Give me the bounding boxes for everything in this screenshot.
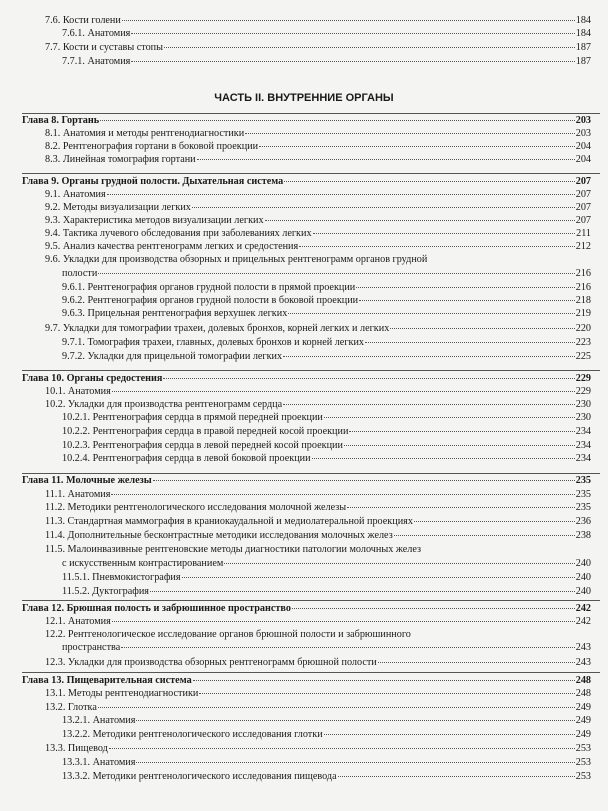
dot-leader [292, 608, 575, 609]
toc-entry [62, 572, 591, 583]
dot-leader [150, 591, 575, 592]
dot-leader [193, 680, 575, 681]
dot-leader [98, 707, 575, 708]
dot-leader [338, 776, 575, 777]
dot-leader [414, 521, 575, 522]
entry-title: 13.2.1. Анатомия [62, 715, 136, 726]
entry-title: 13.3.1. Анатомия [62, 757, 136, 768]
entry-title: 10.2.3. Рентгенография сердца в левой передней косой проекции [62, 440, 343, 451]
entry-title: 9.1. Анатомия [45, 189, 106, 200]
dot-leader [136, 762, 574, 763]
entry-title: 9.3. Характеристика методов визуализации легких [45, 215, 264, 226]
dot-leader [112, 391, 575, 392]
toc-entry [62, 28, 591, 39]
page-number: 253 [575, 757, 591, 768]
toc-entry [45, 702, 591, 713]
entry-title: 13.2. Глотка [45, 702, 97, 713]
page-number: 212 [575, 241, 591, 252]
page-number: 253 [575, 743, 591, 754]
toc-entry [45, 489, 591, 500]
toc-entry [45, 386, 591, 397]
page-number: 218 [575, 295, 591, 306]
page-number: 249 [575, 715, 591, 726]
chapter-divider [22, 473, 600, 474]
chapter-divider [22, 600, 600, 601]
dot-leader [359, 300, 575, 301]
page-number: 204 [575, 141, 591, 152]
entry-title: 11.4. Дополнительные бесконтрастные методики исследования молочных желез [45, 530, 393, 541]
entry-title: 10.2.1. Рентгенография сердца в прямой передней проекции [62, 412, 323, 423]
dot-leader [344, 445, 575, 446]
toc-entry [45, 154, 591, 165]
page-number: 236 [575, 516, 591, 527]
entry-title: 11.2. Методики рентгенологического исследования молочной железы [45, 502, 347, 513]
dot-leader [283, 404, 575, 405]
chapter-divider [22, 370, 600, 371]
dot-leader [394, 535, 575, 536]
dot-leader [245, 133, 575, 134]
page-number: 216 [575, 282, 591, 293]
page-number: 234 [575, 453, 591, 464]
page-number: 249 [575, 702, 591, 713]
page-number: 249 [575, 729, 591, 740]
toc-entry [62, 351, 591, 362]
page-number: 242 [575, 603, 591, 614]
dot-leader [324, 417, 575, 418]
entry-title: пространства [62, 642, 121, 653]
dot-leader [283, 356, 575, 357]
entry-title: 9.2. Методы визуализации легких [45, 202, 191, 213]
dot-leader [192, 207, 575, 208]
entry-title: 8.2. Рентгенография гортани в боковой проекции [45, 141, 259, 152]
page-number: 203 [575, 115, 591, 126]
toc-entry [45, 42, 591, 53]
toc-entry [45, 189, 591, 200]
entry-title: 8.1. Анатомия и методы рентгенодиагностики [45, 128, 245, 139]
entry-title: 10.2. Укладки для производства рентгенограмм сердца [45, 399, 283, 410]
page-number: 207 [575, 176, 591, 187]
toc-entry [45, 202, 591, 213]
toc-entry [45, 629, 591, 640]
page-number: 184 [575, 15, 591, 26]
dot-leader [182, 577, 575, 578]
toc-entry [45, 544, 591, 555]
page-number: 248 [575, 688, 591, 699]
entry-title: 7.6. Кости голени [45, 15, 121, 26]
toc-chapter-entry [22, 675, 591, 686]
entry-title: 7.7. Кости и суставы стопы [45, 42, 163, 53]
entry-title: с искусственным контрастированием [62, 558, 224, 569]
toc-chapter-entry [22, 603, 591, 614]
dot-leader [378, 662, 575, 663]
toc-entry [62, 308, 591, 319]
toc-chapter-entry [22, 373, 591, 384]
entry-title: 10.2.2. Рентгенография сердца в правой передней косой проекции [62, 426, 349, 437]
entry-title: 11.1. Анатомия [45, 489, 111, 500]
entry-title: 12.3. Укладки для производства обзорных рентгенограмм брюшной полости [45, 657, 377, 668]
toc-entry [62, 412, 591, 423]
toc-entry [45, 15, 591, 26]
toc-entry [62, 56, 591, 67]
page-number: 225 [575, 351, 591, 362]
toc-entry [45, 516, 591, 527]
toc-entry [62, 586, 591, 597]
chapter-divider [22, 672, 600, 673]
dot-leader [259, 146, 575, 147]
page-number: 234 [575, 440, 591, 451]
dot-leader [313, 233, 576, 234]
entry-title: Глава 8. Гортань [22, 115, 100, 126]
page-number: 240 [575, 558, 591, 569]
entry-title: 10.2.4. Рентгенография сердца в левой боковой проекции [62, 453, 311, 464]
page-number: 219 [575, 308, 591, 319]
dot-leader [109, 748, 575, 749]
page-number: 184 [575, 28, 591, 39]
toc-entry [62, 453, 591, 464]
dot-leader [163, 378, 574, 379]
toc-entry [45, 254, 591, 265]
dot-leader [98, 273, 574, 274]
entry-title: 13.2.2. Методики рентгенологического исследования глотки [62, 729, 323, 740]
toc-entry [45, 657, 591, 668]
entry-title: 11.5.2. Дуктография [62, 586, 149, 597]
toc-entry [45, 215, 591, 226]
dot-leader [390, 328, 574, 329]
dot-leader [112, 621, 575, 622]
entry-title: 11.5.1. Пневмокистография [62, 572, 181, 583]
toc-entry [45, 502, 591, 513]
page-number: 229 [575, 373, 591, 384]
page-number: 229 [575, 386, 591, 397]
dot-leader [324, 734, 575, 735]
entry-title: Глава 11. Молочные железы [22, 475, 152, 486]
toc-entry [62, 642, 591, 653]
toc-entry [62, 558, 591, 569]
entry-title: Глава 13. Пищеварительная система [22, 675, 192, 686]
toc-entry [45, 241, 591, 252]
entry-title: 12.2. Рентгенологическое исследование органов брюшной полости и забрюшинного [45, 629, 411, 640]
dot-leader [288, 313, 574, 314]
dot-leader [100, 120, 575, 121]
toc-entry [62, 337, 591, 348]
part-heading: ЧАСТЬ II. ВНУТРЕННИЕ ОРГАНЫ [214, 92, 394, 104]
entry-title: Глава 10. Органы средостения [22, 373, 163, 384]
dot-leader [349, 431, 574, 432]
toc-chapter-entry [22, 475, 591, 486]
dot-leader [299, 246, 575, 247]
entry-title: 9.7.2. Укладки для прицельной томографии легких [62, 351, 283, 362]
toc-entry [62, 771, 591, 782]
toc-entry [45, 323, 591, 334]
entry-title: 9.6.2. Рентгенография органов грудной полости в боковой проекции [62, 295, 359, 306]
dot-leader [356, 287, 574, 288]
page-number: 230 [575, 399, 591, 410]
page-number: 240 [575, 572, 591, 583]
page-number: 235 [575, 475, 591, 486]
entry-title: 11.3. Стандартная маммография в краниокаудальной и медиолатеральной проекциях [45, 516, 413, 527]
toc-entry [45, 399, 591, 410]
page-number: 187 [575, 42, 591, 53]
dot-leader [131, 33, 574, 34]
toc-entry [45, 616, 591, 627]
entry-title: 12.1. Анатомия [45, 616, 111, 627]
dot-leader [365, 342, 575, 343]
toc-entry [45, 530, 591, 541]
dot-leader [164, 47, 575, 48]
toc-entry [62, 440, 591, 451]
dot-leader [347, 507, 575, 508]
page-number: 203 [575, 128, 591, 139]
entry-title: 9.6. Укладки для производства обзорных и прицельных рентгенограмм органов грудной [45, 254, 428, 265]
dot-leader [153, 480, 575, 481]
page-number: 235 [575, 489, 591, 500]
entry-title: 9.7. Укладки для томографии трахеи, долевых бронхов, корней легких и легких [45, 323, 390, 334]
page-number: 216 [575, 268, 591, 279]
page-number: 207 [575, 189, 591, 200]
page-number: 187 [575, 56, 591, 67]
toc-entry [45, 141, 591, 152]
entry-title: 7.7.1. Анатомия [62, 56, 131, 67]
page-number: 238 [575, 530, 591, 541]
toc-chapter-entry [22, 176, 591, 187]
page-number: 243 [575, 642, 591, 653]
toc-entry [45, 228, 591, 239]
entry-title: 7.6.1. Анатомия [62, 28, 131, 39]
toc-entry [62, 715, 591, 726]
entry-title: Глава 9. Органы грудной полости. Дыхательная система [22, 176, 284, 187]
toc-entry [62, 757, 591, 768]
dot-leader [284, 181, 574, 182]
dot-leader [121, 647, 574, 648]
page-number: 223 [575, 337, 591, 348]
entry-title: 9.5. Анализ качества рентгенограмм легких и средостения [45, 241, 299, 252]
entry-title: 13.3.2. Методики рентгенологического исследования пищевода [62, 771, 337, 782]
dot-leader [197, 159, 575, 160]
entry-title: 9.4. Тактика лучевого обследования при заболеваниях легких [45, 228, 312, 239]
entry-title: 13.3. Пищевод [45, 743, 108, 754]
page-number: 248 [575, 675, 591, 686]
entry-title: 9.6.3. Прицельная рентгенография верхушек легких [62, 308, 288, 319]
page-number: 235 [575, 502, 591, 513]
page-number: 253 [575, 771, 591, 782]
entry-title: полости [62, 268, 98, 279]
chapter-divider [22, 113, 600, 114]
page-number: 242 [575, 616, 591, 627]
dot-leader [199, 693, 574, 694]
page-number: 220 [575, 323, 591, 334]
dot-leader [312, 458, 575, 459]
page-number: 230 [575, 412, 591, 423]
toc-entry [62, 729, 591, 740]
dot-leader [111, 494, 574, 495]
toc-entry [62, 426, 591, 437]
toc-entry [45, 743, 591, 754]
page-number: 243 [575, 657, 591, 668]
dot-leader [122, 20, 575, 21]
page-number: 211 [576, 228, 591, 239]
entry-title: 11.5. Малоинвазивные рентгеновские методы диагностики патологии молочных желез [45, 544, 422, 555]
dot-leader [107, 194, 575, 195]
toc-chapter-entry [22, 115, 591, 126]
entry-title: 9.7.1. Томография трахеи, главных, долевых бронхов и корней легких [62, 337, 364, 348]
dot-leader [265, 220, 575, 221]
entry-title: 9.6.1. Рентгенография органов грудной полости в прямой проекции [62, 282, 356, 293]
page-number: 207 [575, 202, 591, 213]
toc-entry [62, 268, 591, 279]
entry-title: Глава 12. Брюшная полость и забрюшинное пространство [22, 603, 291, 614]
page-number: 234 [575, 426, 591, 437]
chapter-divider [22, 173, 600, 174]
page-number: 240 [575, 586, 591, 597]
toc-entry [45, 128, 591, 139]
dot-leader [136, 720, 574, 721]
dot-leader [224, 563, 574, 564]
toc-entry [62, 282, 591, 293]
toc-entry [45, 688, 591, 699]
page-number: 204 [575, 154, 591, 165]
entry-title: 8.3. Линейная томография гортани [45, 154, 196, 165]
entry-title: 10.1. Анатомия [45, 386, 111, 397]
entry-title: 13.1. Методы рентгенодиагностики [45, 688, 199, 699]
toc-entry [62, 295, 591, 306]
page-number: 207 [575, 215, 591, 226]
dot-leader [131, 61, 574, 62]
